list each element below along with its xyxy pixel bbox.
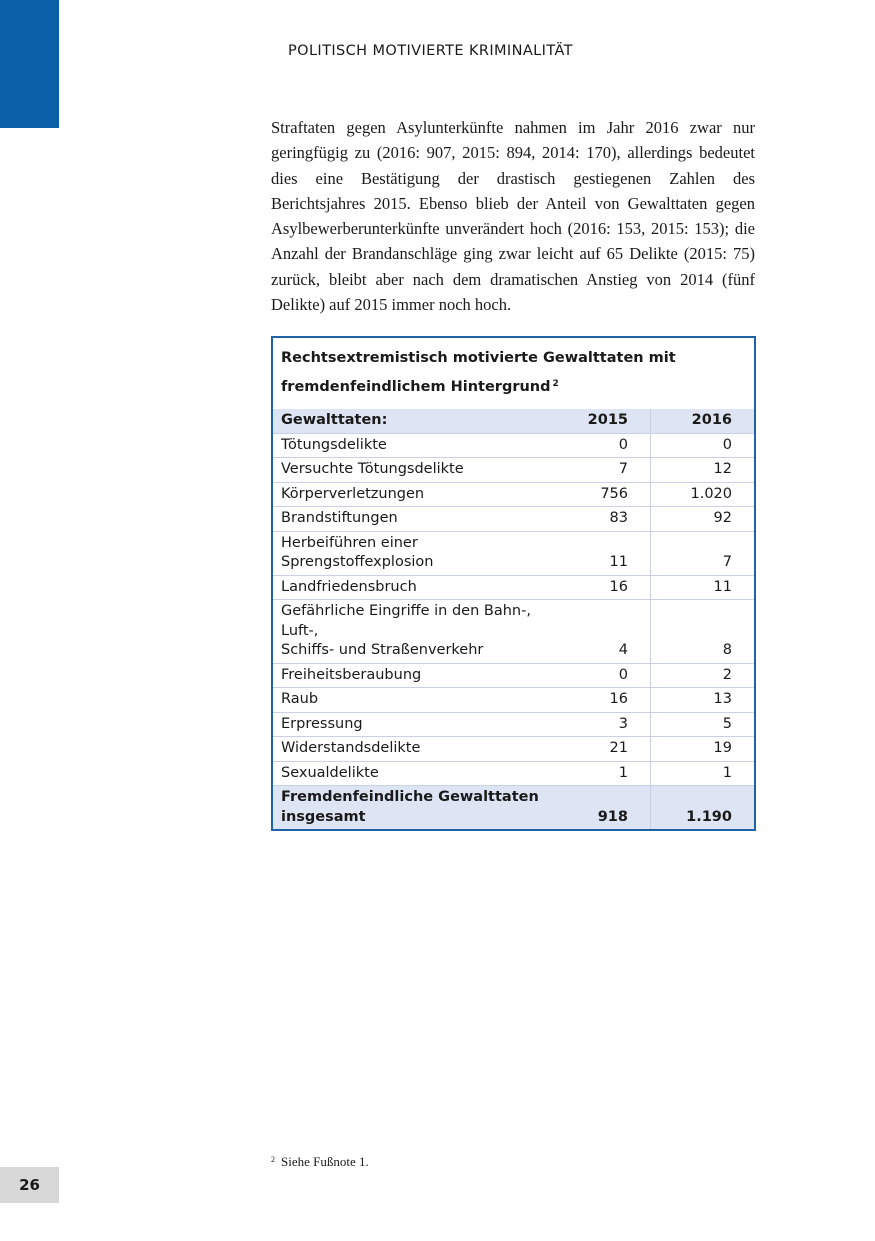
row-label-line1: Gefährliche Eingriffe in den Bahn-, Luft-, [281,603,531,639]
row-value-2015: 16 [559,688,651,712]
table-total-row [273,785,754,829]
row-label-line2: Schiffs- und Straßenverkehr [281,642,484,658]
row-value-2015: 756 [559,483,651,507]
row-label: Landfriedensbruch [281,578,417,595]
row-value-2015: 0 [559,434,651,458]
table-caption-line2: fremdenfeindlichem Hintergrund [281,379,551,395]
header-col-2015: 2015 [559,409,651,433]
row-value-2016: 19 [713,740,732,756]
row-value-2016: 1 [722,764,732,781]
row-value-2015: 11 [559,532,651,575]
table-row [273,506,754,531]
row-label: Körperverletzungen [281,485,425,502]
table-row [273,712,754,737]
row-value-2016: 12 [713,461,732,477]
row-value-2015: 1 [559,762,651,786]
body-paragraph: Straftaten gegen Asylunterkünfte nahmen im Jahr 2016 zwar nur geringfügig zu (2016: 907, 2015: 894, 2014: 170), allerdings bedeutet dies eine Bestätigung der drastisch gestiegenen Zahlen des Berichtsjahres 2015. Ebenso blieb der Anteil von Gewalttaten gegen Asylbewerberunterkünfte unverändert hoch (2016: 153, 2015: 153); die Anzahl der Brandanschläge ging zwar leicht auf 65 Delikte (2015: 75) zurück, bleibt aber nach dem dramatischen Anstieg von 2014 (fünf Delikte) auf 2015 immer noch hoch. [271,118,755,315]
row-value-2016: 92 [713,510,732,526]
total-label [273,786,559,829]
footnote [271,1154,369,1170]
row-label: Sexualdelikte [281,764,379,781]
row-value-2015: 7 [559,458,651,482]
table-row [273,687,754,712]
table-row [273,761,754,786]
row-value-2016: 13 [713,691,732,707]
table-row [273,663,754,688]
table-row [273,433,754,458]
side-color-bar [0,0,59,128]
table-caption-line1: Rechtsextremistisch motivierte Gewalttaten mit [281,350,676,366]
table-header-row [273,409,754,433]
header-label: Gewalttaten: [281,412,388,428]
total-value-2015: 918 [559,786,651,829]
total-label-line1: Fremdenfeindliche Gewalttaten [281,789,539,805]
page-number: 26 [0,1167,59,1203]
row-value-2015: 16 [559,576,651,600]
row-value-2015: 21 [559,737,651,761]
row-label: Erpressung [281,715,363,732]
row-label [273,600,559,663]
row-label: Freiheitsberaubung [281,666,422,683]
row-label: Tötungsdelikte [281,436,387,453]
row-value-2016: 5 [722,715,732,732]
table-row [273,482,754,507]
row-label: Raub [281,691,319,707]
table-row [273,531,754,575]
running-header: POLITISCH MOTIVIERTE KRIMINALITÄT [288,43,573,59]
row-label: Herbeiführen einer Sprengstoffexplosion [281,534,434,570]
statistics-table [271,336,756,831]
row-value-2016: 8 [722,642,732,658]
row-value-2016: 0 [722,436,732,453]
table-row [273,736,754,761]
table-row [273,575,754,600]
table-row [273,457,754,482]
total-value-2016: 1.190 [686,808,732,825]
row-value-2016: 7 [722,554,732,570]
row-value-2016: 1.020 [690,485,732,502]
row-value-2016: 11 [713,578,732,595]
row-label: Brandstiftungen [281,510,398,526]
header-col-2016: 2016 [691,412,732,428]
row-value-2015: 3 [559,713,651,737]
row-label: Versuchte Tötungsdelikte [281,461,464,477]
footnote-text: Siehe Fußnote 1. [281,1154,369,1169]
row-value-2015: 4 [559,600,651,663]
table-caption [273,338,754,409]
row-value-2015: 83 [559,507,651,531]
row-value-2016: 2 [722,666,732,683]
footnote-marker: 2 [271,1155,275,1164]
total-label-line2: insgesamt [281,808,366,825]
row-value-2015: 0 [559,664,651,688]
caption-footnote-marker: 2 [552,379,559,389]
row-label: Widerstandsdelikte [281,740,421,756]
table-row [273,599,754,663]
